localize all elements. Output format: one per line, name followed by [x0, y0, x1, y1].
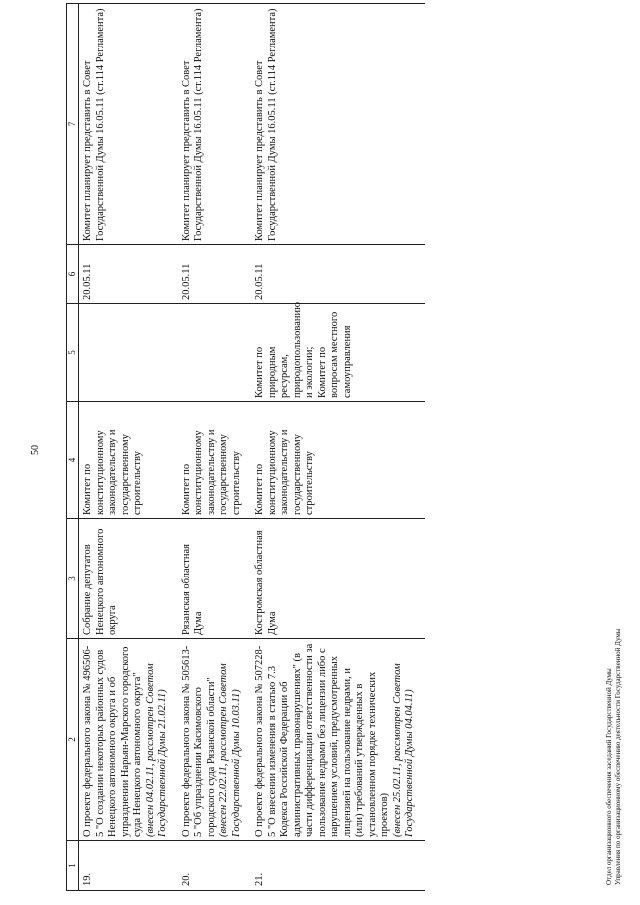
co-committees: Комитет по природным ресурсам, природопользованию и экологии; Комитет по вопросам местного самоуправления	[251, 304, 425, 402]
bill-title: О проекте федерального закона № 505613-5 "Об упразднении Касимовского городского суда Рязанской области"	[180, 645, 217, 837]
table-row	[79, 4, 178, 891]
bill-note: (внесен 04.02.11, рассмотрен Советом Государственной Думы 21.02.11)	[144, 663, 168, 837]
table-row	[251, 4, 425, 891]
co-committees	[178, 304, 252, 402]
footer-line: Отдел организационного обеспечения заседаний Государственной Думы	[605, 668, 613, 885]
lead-committee: Комитет по конституционному законодательству и государственному строительству	[178, 402, 252, 519]
agenda-table	[66, 3, 425, 891]
column-number: 7	[67, 4, 79, 245]
initiator: Собрание депутатов Ненецкого автономного округа	[79, 519, 178, 639]
bill-cell	[178, 639, 252, 841]
bill-note: (внесен 22.02.11, рассмотрен Советом Государственной Думы 10.03.11)	[218, 663, 242, 837]
column-number: 4	[67, 402, 79, 519]
planned-action: Комитет планирует представить в Совет Государственной Думы 16.05.11 (ст.114 Регламента)	[79, 4, 178, 245]
co-committees	[79, 304, 178, 402]
bill-title: О проекте федерального закона № 496506-5 "О создании некоторых районных судов Ненецкого автономного округа и об упразднении Нарьян-Марского городского суда Ненецкого автономного округа"	[82, 645, 143, 837]
footer-line: Управления по организационному обеспечению деятельности Государственной Думы	[614, 628, 622, 885]
column-numbers-row	[67, 4, 79, 891]
bill-title: О проекте федерального закона № 507228-5 "О внесении изменения в статью 7.3 Кодекса Российской Федерации об административных правонарушениях" (в части дифференциации ответственности за пользование недрами без лицензии либо с нарушением условий, предусмотренных лицензией на пользование недрами, и (или) требований утвержденных в установленном порядке технических проектов)	[254, 643, 390, 837]
row-number: 20.	[178, 841, 252, 891]
row-number: 19.	[79, 841, 178, 891]
column-number: 1	[67, 841, 79, 891]
footer	[605, 629, 623, 885]
table-row	[178, 4, 252, 891]
bill-cell	[251, 639, 425, 841]
lead-committee: Комитет по конституционному законодательству и государственному строительству	[79, 402, 178, 519]
planned-action: Комитет планирует представить в Совет Государственной Думы 16.05.11 (ст.114 Регламента)	[178, 4, 252, 245]
initiator: Костромская областная Дума	[251, 519, 425, 639]
date: 20.05.11	[79, 245, 178, 304]
column-number: 3	[67, 519, 79, 639]
row-number: 21.	[251, 841, 425, 891]
initiator: Рязанская областная Дума	[178, 519, 252, 639]
page-number: 50	[30, 445, 41, 455]
column-number: 5	[67, 304, 79, 402]
date: 20.05.11	[251, 245, 425, 304]
date: 20.05.11	[178, 245, 252, 304]
column-number: 6	[67, 245, 79, 304]
column-number: 2	[67, 639, 79, 841]
planned-action: Комитет планирует представить в Совет Государственной Думы 16.05.11 (ст.114 Регламента)	[251, 4, 425, 245]
bill-note: (внесен 25.02.11, рассмотрен Советом Государственной Думы 04.04.11)	[391, 663, 415, 837]
lead-committee: Комитет по конституционному законодательству и государственному строительству	[251, 402, 425, 519]
bill-cell	[79, 639, 178, 841]
